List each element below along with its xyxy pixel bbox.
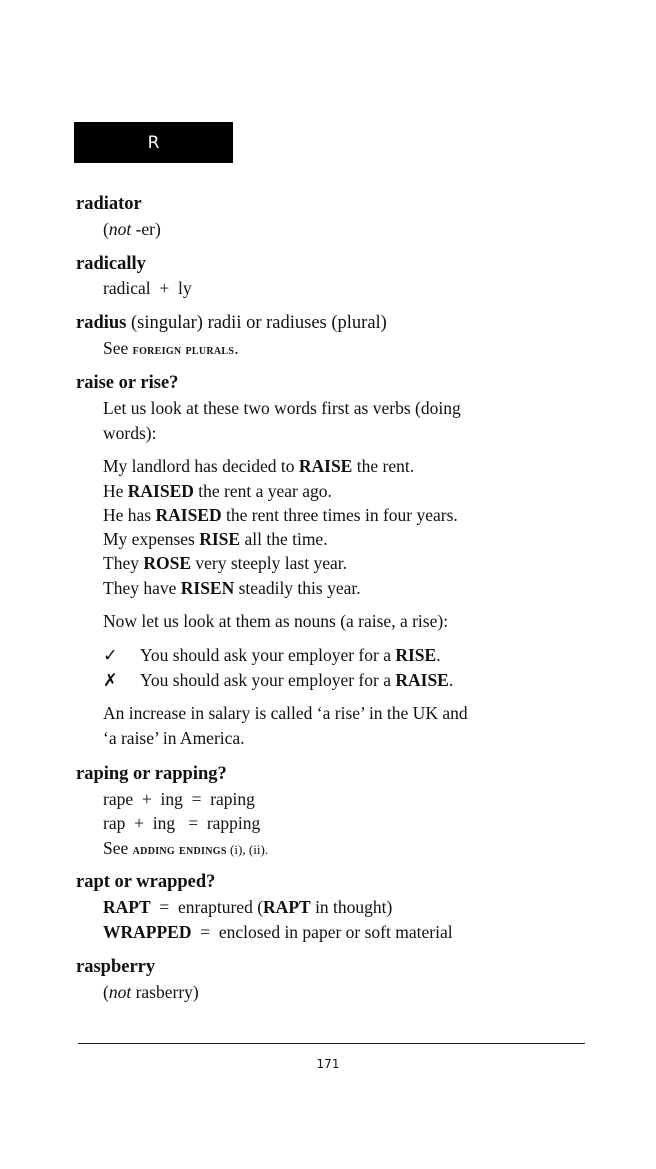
bold-text: raping or rapping? [76,764,227,784]
entry-text-line [103,836,268,862]
bold-text: radiator [76,194,142,214]
bold-text: RISE [395,645,437,665]
text: They have [103,578,181,598]
bold-text: raise or rise? [76,373,179,393]
text: ( [103,982,109,1002]
text: steadily this year. [234,578,361,598]
bold-text: radius [76,313,127,333]
entry-text-line [103,551,347,575]
text: He [103,481,128,501]
bold-text: raspberry [76,957,156,977]
text: . [436,645,441,665]
entry-text-line [103,609,448,633]
entry-text-line [103,527,328,551]
entry-text-line [103,980,199,1004]
text: all the time. [240,529,328,549]
footer-rule [78,1043,585,1044]
entry-headword-line [76,252,146,276]
text: . [234,338,239,358]
entry-headword-line [76,192,142,216]
text: See [103,338,133,358]
entry-text-line [103,479,332,503]
entry-text-line [103,701,468,725]
entry-headword-line [76,870,215,894]
bold-text: rapt or wrapped? [76,872,216,892]
entry-text-line [103,421,156,445]
bold-text: radically [76,254,146,274]
text: the rent. [352,456,415,476]
text: Let us look at these two words first as verbs (doing [103,398,461,418]
text: very steeply last year. [191,553,347,573]
text: See [103,838,133,858]
section-letter: R [147,132,160,153]
page-number: 171 [316,1057,340,1071]
bold-text: RAPT [263,897,311,917]
entry-text-line [103,920,453,944]
check-icon: ✓ [103,645,118,665]
entry-text-line [103,576,361,600]
entry-text-line [103,276,192,300]
text: ‘a raise’ in America. [103,728,245,748]
text: radical + ly [103,278,192,298]
entry-text-line [103,811,260,835]
text: (i), (ii). [226,842,269,857]
text: the rent three times in four years. [221,505,458,525]
text: the rent a year ago. [193,481,332,501]
entry-text-line [103,787,255,811]
text: My expenses [103,529,200,549]
entry-headword-line [76,762,227,786]
entry-text-line [103,503,458,527]
bold-text: RAISE [395,670,449,690]
entry-text-line [103,454,414,478]
text: rape + ing = raping [103,789,255,809]
text: -er) [131,219,161,239]
entry-headword-line [76,311,387,335]
text: = enclosed in paper or soft material [191,922,453,942]
section-letter-banner [74,122,233,163]
text: You should ask your employer for a [140,670,396,690]
text: My landlord has decided to [103,456,299,476]
italic-text: not [108,982,132,1002]
text: You should ask your employer for a [140,645,396,665]
text: They [103,553,144,573]
entry-text-line [103,895,392,919]
text: rasberry) [131,982,199,1002]
text: Now let us look at them as nouns (a raise, a rise): [103,611,449,631]
bold-text: RISE [199,529,241,549]
text: in thought) [310,897,393,917]
text: words): [103,423,157,443]
entry-headword-line [76,371,178,395]
text: = enraptured ( [150,897,264,917]
entry-headword-line [76,955,155,979]
bold-text: RAISED [155,505,222,525]
bold-text: RAISE [298,456,353,476]
entry-text-line [140,643,441,667]
bold-text: WRAPPED [103,922,192,942]
entry-text-line [103,217,161,241]
bold-text: ROSE [143,553,191,573]
text: . [448,670,454,690]
text: He has [103,505,156,525]
text: rap + ing = rapping [103,813,261,833]
entry-text-line [103,336,239,362]
bold-text: RISEN [180,578,235,598]
text: (singular) radii or radiuses (plural) [126,313,387,333]
entry-text-line [103,396,461,420]
italic-text: not [108,219,132,239]
entry-text-line [140,668,453,692]
entry-text-line [103,726,245,750]
cross-reference: adding endings [132,842,227,858]
cross-reference: foreign plurals [132,342,235,358]
bold-text: RAISED [127,481,194,501]
text: ( [103,219,109,239]
text: An increase in salary is called ‘a rise’ in the UK and [103,703,468,723]
bold-text: RAPT [103,897,151,917]
cross-icon: ✗ [103,670,118,690]
